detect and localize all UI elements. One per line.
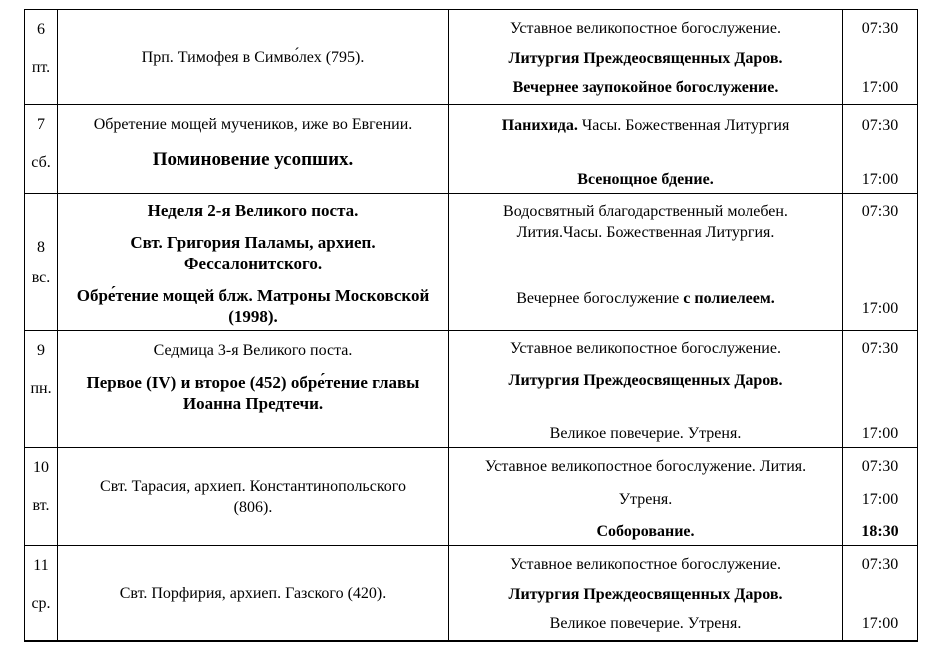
- table-row: [25, 194, 918, 331]
- time-value: 17:00: [861, 490, 899, 508]
- feast-cell: [58, 105, 448, 193]
- time-value: 17:00: [861, 79, 899, 96]
- date-cell: [25, 448, 57, 545]
- day-number: 6: [37, 21, 45, 38]
- time-value: 17:00: [861, 425, 899, 442]
- table-row: [25, 105, 918, 194]
- time-cell: [843, 194, 917, 330]
- time-cell: [843, 448, 917, 545]
- services-cell: [449, 105, 842, 193]
- services-cell: [449, 10, 842, 104]
- service-line: Великое повечерие. Утреня.: [549, 425, 742, 442]
- service-line: Лития.Часы. Божественная Литургия.: [516, 224, 775, 241]
- service-line: Всенощное бдение.: [577, 171, 714, 188]
- time-value: 07:30: [861, 20, 899, 37]
- feast-line: Свт. Порфирия, архиеп. Газского (420).: [119, 584, 387, 602]
- weekday-label: пн.: [30, 380, 52, 397]
- weekday-label: пт.: [31, 59, 51, 76]
- feast-line: (806).: [233, 498, 273, 516]
- services-cell: [449, 194, 842, 330]
- feast-line: Прп. Тимофея в Симво́лех (795).: [141, 48, 365, 66]
- feast-line: Свт. Тарасия, архиеп. Константинопольского: [100, 477, 406, 495]
- feast-cell: [58, 194, 448, 330]
- service-line-text: Часы. Божественная Литургия: [577, 117, 790, 134]
- day-number: 11: [33, 557, 49, 574]
- day-number: 9: [37, 342, 45, 359]
- day-number: 8: [37, 238, 45, 256]
- service-line: Утреня.: [618, 490, 673, 508]
- services-cell: [449, 331, 842, 447]
- schedule-table: [24, 9, 918, 642]
- time-value: 18:30: [861, 523, 899, 540]
- date-cell: [25, 331, 57, 447]
- feast-line: Седмица 3-я Великого поста.: [153, 342, 353, 359]
- time-cell: [843, 546, 917, 640]
- date-cell: [25, 10, 57, 104]
- feast-cell: [58, 10, 448, 104]
- service-line: Уставное великопостное богослужение. Лития.: [484, 458, 807, 475]
- feast-line: Поминовение усопших.: [152, 149, 354, 170]
- service-line: Великое повечерие. Утреня.: [549, 615, 742, 632]
- time-value: 17:00: [861, 615, 899, 632]
- feast-line: Фессалонитского.: [183, 254, 323, 273]
- time-value: 17:00: [861, 300, 899, 317]
- service-line: Литургия Преждеосвященных Даров.: [508, 49, 783, 67]
- service-line: Уставное великопостное богослужение.: [510, 20, 781, 37]
- feast-cell: [58, 448, 448, 545]
- table-row: [25, 331, 918, 448]
- table-row: [25, 546, 918, 642]
- service-line: Уставное великопостное богослужение.: [510, 556, 781, 573]
- service-line-text: Вечернее богослужение: [516, 290, 684, 307]
- service-line-bold: Панихида.: [501, 117, 578, 134]
- feast-line: Первое (IV) и второе (452) обре́тение главы: [86, 373, 420, 392]
- time-value: 17:00: [861, 171, 899, 188]
- feast-line: Свт. Григория Паламы, архиеп.: [130, 233, 376, 252]
- weekday-label: ср.: [31, 595, 51, 612]
- service-line: Вечернее заупокойное богослужение.: [512, 79, 779, 96]
- table-row: [25, 448, 918, 546]
- date-cell: [25, 194, 57, 330]
- day-number: 10: [33, 459, 49, 476]
- services-cell: [449, 546, 842, 640]
- time-cell: [843, 105, 917, 193]
- weekday-label: вт.: [32, 497, 50, 514]
- date-cell: [25, 105, 57, 193]
- service-line: Литургия Преждеосвященных Даров.: [508, 585, 783, 603]
- feast-line: Обретение мощей мучеников, иже во Евгении.: [93, 116, 413, 133]
- service-line-bold: с полиелеем.: [683, 290, 775, 307]
- service-line: Соборование.: [596, 523, 695, 540]
- feast-line: (1998).: [228, 307, 278, 326]
- service-line: Уставное великопостное богослужение.: [510, 340, 781, 357]
- schedule-page: [24, 9, 918, 642]
- feast-cell: [58, 331, 448, 447]
- time-value: 07:30: [861, 340, 899, 357]
- weekday-label: вс.: [31, 268, 51, 286]
- service-line: [516, 288, 775, 309]
- time-value: 07:30: [861, 117, 899, 134]
- weekday-label: сб.: [31, 154, 51, 171]
- services-cell: [449, 448, 842, 545]
- time-value: 07:30: [861, 556, 899, 573]
- day-number: 7: [37, 116, 45, 133]
- table-row: [25, 10, 918, 105]
- feast-line: Неделя 2-я Великого поста.: [147, 201, 359, 220]
- time-value: 07:30: [861, 458, 899, 475]
- time-cell: [843, 331, 917, 447]
- feast-line: Иоанна Предтечи.: [182, 394, 324, 413]
- feast-line: Обре́тение мощей блж. Матроны Московской: [76, 286, 430, 305]
- service-line: Литургия Преждеосвященных Даров.: [508, 372, 783, 389]
- time-value: 07:30: [861, 203, 899, 220]
- service-line: Водосвятный благодарственный молебен.: [503, 203, 788, 220]
- service-line: [502, 115, 790, 136]
- time-cell: [843, 10, 917, 104]
- feast-cell: [58, 546, 448, 640]
- date-cell: [25, 546, 57, 640]
